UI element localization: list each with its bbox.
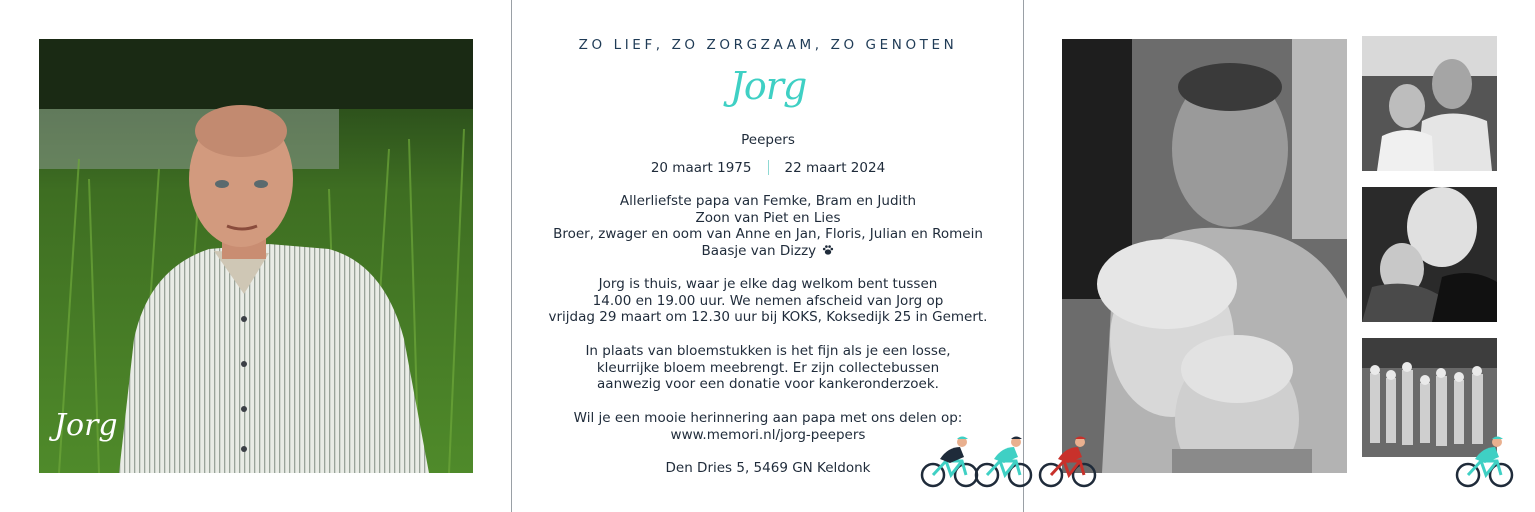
paw-icon [822,244,834,256]
family-line: Allerliefste papa van Femke, Bram en Judith [619,193,917,209]
visit-block [512,276,1024,326]
share-line: Wil je een mooie herinnering aan papa met ons delen op: [573,410,963,426]
flower-line: kleurrijke bloem meebrengt. Er zijn collectebussen [596,359,940,376]
photo-thumb-1 [1362,36,1497,171]
visit-line: Jorg is thuis, waar je elke dag welkom bent tussen [598,276,938,292]
visit-line: vrijdag 29 maart om 12.30 uur bij KOKS, Koksedijk 25 in Gemert. [548,309,988,326]
flower-block [512,343,1024,393]
family-block [512,193,1024,259]
pet-line-text: Baasje van Dizzy [701,242,817,259]
family-line-pet [512,243,1024,260]
life-dates [512,160,1024,176]
family-line: Broer, zwager en oom van Anne en Jan, Floris, Julian en Romein [553,226,983,243]
family-line: Zoon van Piet en Lies [695,209,841,226]
cyclist-icon [1455,433,1515,491]
last-name: Peepers [741,132,795,148]
cyclist-icon [1038,435,1098,491]
tagline: ZO LIEF, ZO ZORGZAAM, ZO GENOTEN [578,37,958,53]
photo-thumb-2 [1362,187,1497,322]
date-separator [768,160,769,175]
cyclist-icon [974,433,1034,491]
flower-line: In plaats van bloemstukken is het fijn als je een losse, [585,343,951,359]
birth-date: 20 maart 1975 [650,160,752,176]
address: Den Dries 5, 5469 GN Keldonk [665,460,871,476]
family-photo-large [1062,39,1347,473]
flower-line: aanwezig voor een donatie voor kankeronderzoek. [597,376,939,393]
cyclist-icon [920,435,980,491]
portrait-signature: Jorg [54,408,118,443]
visit-line: 14.00 en 19.00 uur. We nemen afscheid van Jorg op [592,292,944,309]
death-date: 22 maart 2024 [784,160,886,176]
first-name: Jorg [729,64,807,108]
memorial-link[interactable]: www.memori.nl/jorg-peepers [670,426,866,443]
